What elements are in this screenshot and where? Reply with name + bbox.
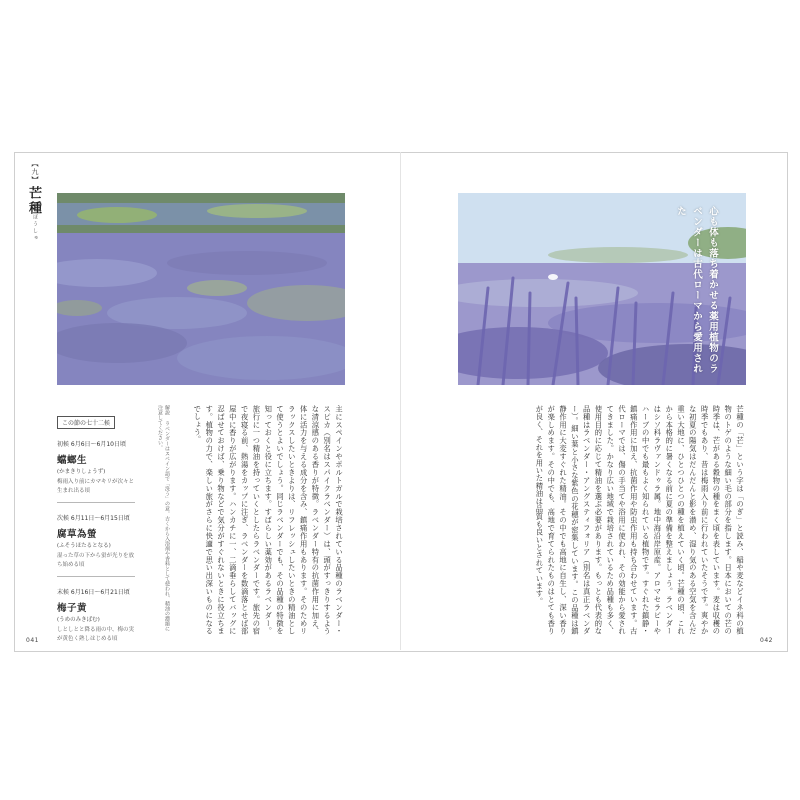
body-text-right: 芒種の「芒」という字は「のぎ」と読み、稲や麦などイネ科の植物のトゲのような細い毛の部分を指します。日本においての芒の時季は、芒がある穀物の種をまく頃を表しています。麦は収穫の時季でもあり、昔は梅雨入り前に行われていたそうです。爽やかな初夏の陽気はだんだんと影を潜め、湿り気のある空気を含んだ重い大地に、ひとつひとつの種を植えていく頃。芒種の頃、これから本格的に暑くなる前に夏の準備を整えましょう。ラベンダーはシソ科ラヴァンドゥラ属。地中海沿岸原産。アロマセラピーやハーブの中でも最もよく知られている植物です。すぐれた鎮静・鎮痛作用に加え、抗菌作用や防虫作用も持ち合わせています。古代ローマでは、傷の手当てや浴用に使われ、その効能から愛されてきました。かなり広い地域で栽培されているため品種も多く、使用目的に応じて精油を選ぶ必要があります。もっとも代表的な品種はラベンダー・アングスティフォリア（別名は真正ラベンダー）。細い葉と小さな紫色の花穂が密集しています。この品種は鎮静作用に大変すぐれた精油。その中でも高地に自生し、深い香りが楽しめます。その中でも、高地で育てられたものはとても香りが良く、それを用いた精油は品質も良いとされています。 xyxy=(535,405,745,635)
season-title: 芒種 xyxy=(26,186,41,216)
kou-name: 梅子黄 xyxy=(57,603,88,614)
page-number-left: 041 xyxy=(26,637,39,644)
kou-period: 初候 6月6日〜6月10日頃 xyxy=(57,441,126,448)
sidebar-header: この節の七十二候 xyxy=(57,416,115,429)
kou-entry xyxy=(57,439,135,503)
kou-description: しとしとと降る雨の中、梅の実が黄色く熟しはじめる頃 xyxy=(57,627,135,642)
lavender-field-illustration xyxy=(57,193,345,385)
kou-entry xyxy=(57,587,135,650)
kou-period: 末候 6月16日〜6月21日頃 xyxy=(57,589,130,596)
kou-name: 腐草為螢 xyxy=(57,529,98,540)
kou-reading: (ふそうほたるとなる) xyxy=(57,543,111,549)
kou-reading: (うめのみきばむ) xyxy=(57,617,100,623)
kou-entry xyxy=(57,513,135,577)
season-reading: ぼうしゅ xyxy=(32,214,38,242)
kou-description: 湿った草の下から蛍が光りを放ち始める頃 xyxy=(57,553,135,568)
photo-caption: 心も体も落ち着かせる薬用植物のラベンダーは古代ローマから愛用された xyxy=(675,206,718,374)
kou-period: 次候 6月11日〜6月15日頃 xyxy=(57,515,130,522)
kou-name: 蟷螂生 xyxy=(57,455,88,466)
kou-description: 梅雨入り前にカマキリが次々と生まれ出る頃 xyxy=(57,479,135,494)
lavender-field-photo xyxy=(57,193,345,385)
page-gutter xyxy=(400,152,401,650)
chapter-tab: 【九】 xyxy=(31,160,39,184)
footnote: 解説 ラベンダーはスペイン語で「洗う」の意。古くから入浴剤や香料として使われ、精油の濃縮に注意してください。 xyxy=(157,405,170,631)
kou-reading: (かまきりしょうず) xyxy=(57,469,106,475)
seventy-two-kou-sidebar xyxy=(57,410,135,650)
body-text-left: 主にスペインやポルトガルで栽培されている品種のラベンダー・スピカ（別名はスパイクラベンダー）は、頭がすっきりするような清涼感のある香りが特徴。ラベンダー特有の抗菌作用に加え、体に活力を与える成分を含み、鎮痛作用もあります。そのためリラックスしたいときよりは、リフレッシュしたいときの精油として使うとよいでしょう。同じラベンダーでも、その品種の特徴を知っておくと役に立ちます。すばらしい薬効があるラベンダー。旅行に一つ精油を持っていくとしたらラベンダーです。旅先の宿で夜寝る前、熱湯をカップに注ぎ、ラベンダーを数滴落とせば部屋中に香りが広がります。ハンカチに一、二滴垂らしてバッグに忍ばせておけば、乗り物などで気分がすぐれないときに役立ちます。植物の力で、楽しい旅がさらに快適で思い出深いものになるでしょう。 xyxy=(193,405,344,635)
page-number-right: 042 xyxy=(760,637,773,644)
